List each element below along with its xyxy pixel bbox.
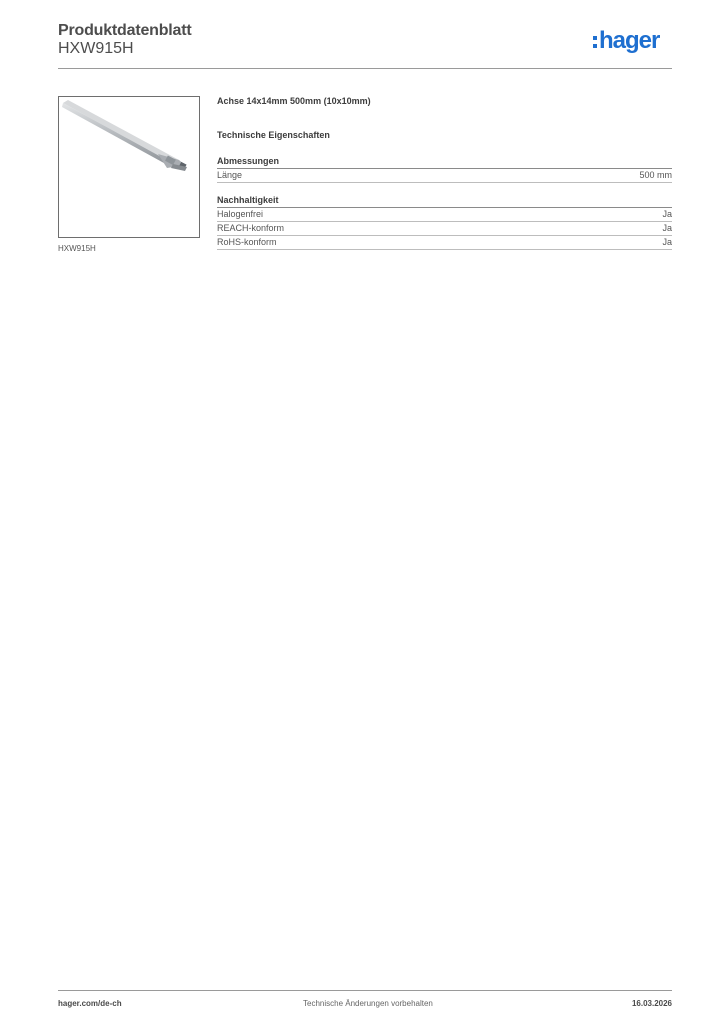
footer-website-link[interactable]: hager.com/de-ch: [58, 999, 122, 1008]
spec-group-sustainability: [217, 195, 672, 250]
spec-row: [217, 222, 672, 236]
product-details: [217, 96, 672, 250]
spec-label: Länge: [217, 170, 243, 180]
spec-value: Ja: [662, 237, 672, 247]
spec-value: 500 mm: [639, 170, 672, 180]
footer-divider: [58, 990, 672, 991]
spec-value: Ja: [662, 209, 672, 219]
spec-label: REACH-konform: [217, 223, 285, 233]
shaft-image-icon: [59, 97, 200, 238]
image-caption: HXW915H: [58, 244, 96, 253]
logo-dots-icon: [593, 36, 597, 48]
logo-wordmark: hager: [599, 27, 660, 54]
spec-label: RoHS-konform: [217, 237, 277, 247]
spec-row: [217, 169, 672, 183]
spec-group-dimensions: [217, 156, 672, 183]
product-name: Achse 14x14mm 500mm (10x10mm): [217, 96, 371, 106]
product-code-heading: HXW915H: [58, 40, 134, 57]
footer-date: 16.03.2026: [631, 999, 672, 1008]
footer-notice: Technische Änderungen vorbehalten: [303, 999, 433, 1008]
technical-properties-heading: Technische Eigenschaften: [217, 130, 330, 140]
spec-row: [217, 236, 672, 250]
spec-value: Ja: [662, 223, 672, 233]
product-image: [58, 96, 200, 238]
header-divider: [58, 68, 672, 69]
spec-row: [217, 208, 672, 222]
spec-label: Halogenfrei: [217, 209, 264, 219]
spec-group-title: Nachhaltigkeit: [217, 195, 672, 208]
spec-group-title: Abmessungen: [217, 156, 672, 169]
document-title: Produktdatenblatt: [58, 22, 192, 39]
hager-logo: [593, 28, 659, 54]
